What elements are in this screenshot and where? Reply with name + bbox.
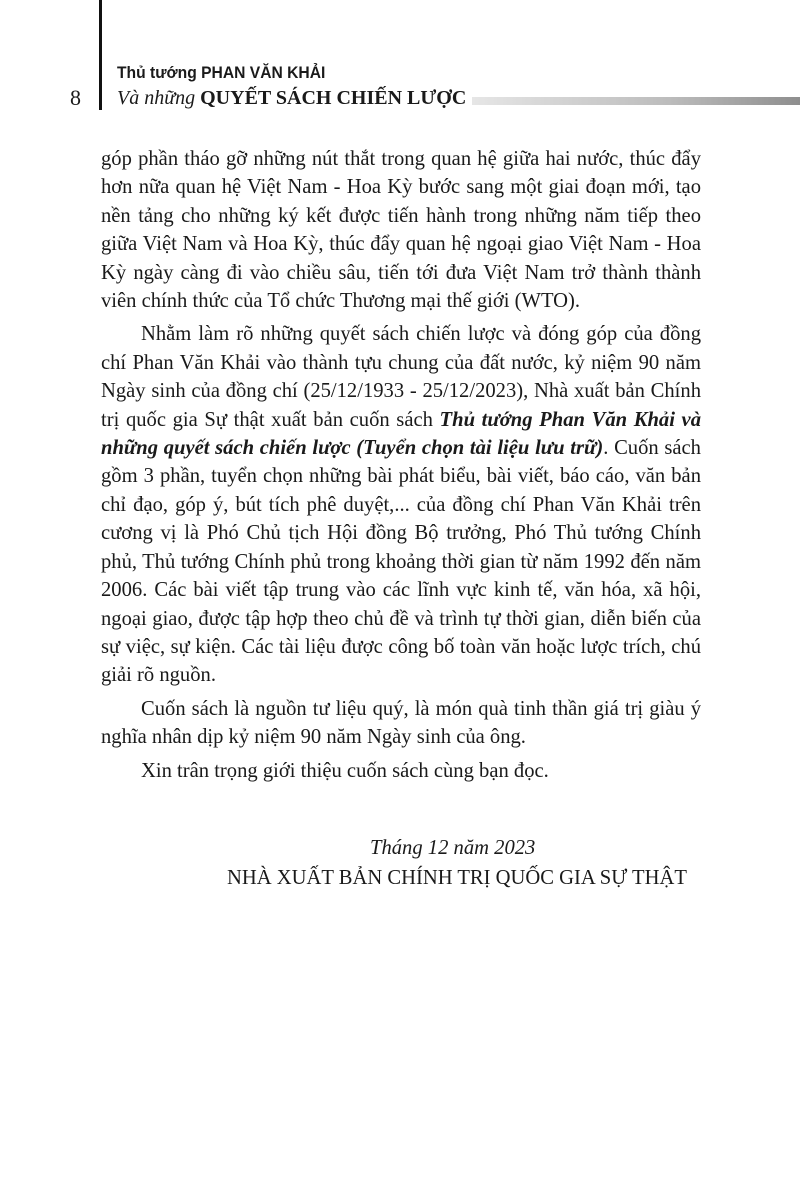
- paragraph-2-rest: . Cuốn sách gồm 3 phần, tuyển chọn những bài phát biểu, bài viết, báo cáo, văn bản chỉ đạo, góp ý, bút tích phê duyệt,... của đồng chí Phan Văn Khải trên cương vị là Phó Chủ tịch Hội đồng Bộ trưởng, Phó Thủ tướng Chính phủ, Thủ tướng Chính phủ trong khoảng thời gian từ năm 1992 đến năm 2006. Các bài viết tập trung vào các lĩnh vực kinh tế, văn hóa, xã hội, ngoại giao, được tập hợp theo chủ đề và trình tự thời gian, diễn biến của sự việc, sự kiện. Các tài liệu được công bố toàn văn hoặc lược trích, chú giải rõ nguồn.: [101, 437, 701, 687]
- header-vertical-rule: [99, 0, 102, 110]
- signature-date: Tháng 12 năm 2023: [370, 837, 536, 859]
- running-header-subtitle-prefix: Và những: [117, 87, 201, 109]
- paragraph-3: Cuốn sách là nguồn tư liệu quý, là món quà tinh thần giá trị giàu ý nghĩa nhân dịp kỷ niệm 90 năm Ngày sinh của ông.: [101, 697, 701, 749]
- paragraph-2-intro: Nhằm làm rõ những quyết sách chiến lược và đóng góp của đồng chí Phan Văn Khải vào thành tựu chung của đất nước, kỷ niệm 90 năm Ngày sinh của đồng chí (25/12/1933 - 25/12/2023), Nhà xuất bản Chính trị quốc gia Sự thật xuất bản cuốn sách: [101, 323, 701, 431]
- body-text: [101, 145, 701, 785]
- paragraph-4: Xin trân trọng giới thiệu cuốn sách cùng bạn đọc.: [141, 759, 549, 782]
- running-header-subtitle: [117, 86, 466, 110]
- paragraph-2: [101, 320, 701, 689]
- header-gradient-rule: [472, 97, 800, 105]
- running-header-title: Thủ tướng PHAN VĂN KHẢI: [117, 63, 326, 82]
- signature-publisher: NHÀ XUẤT BẢN CHÍNH TRỊ QUỐC GIA SỰ THẬT: [227, 867, 687, 889]
- running-header-subtitle-caps: QUYẾT SÁCH CHIẾN LƯỢC: [200, 87, 467, 109]
- paragraph-1: góp phần tháo gỡ những nút thắt trong quan hệ giữa hai nước, thúc đẩy hơn nữa quan hệ Việt Nam - Hoa Kỳ bước sang một giai đoạn mới, tạo nền tảng cho những ký kết được tiến hành trong những năm tiếp theo giữa Việt Nam và Hoa Kỳ, thúc đẩy quan hệ ngoại giao Việt Nam - Hoa Kỳ ngày càng đi vào chiều sâu, tiến tới đưa Việt Nam trở thành thành viên chính thức của Tổ chức Thương mại thế giới (WTO).: [101, 148, 701, 313]
- book-title: Thủ tướng Phan Văn Khải và những quyết sách chiến lược (Tuyển chọn tài liệu lưu trữ): [101, 408, 701, 460]
- page-number: 8: [70, 85, 81, 110]
